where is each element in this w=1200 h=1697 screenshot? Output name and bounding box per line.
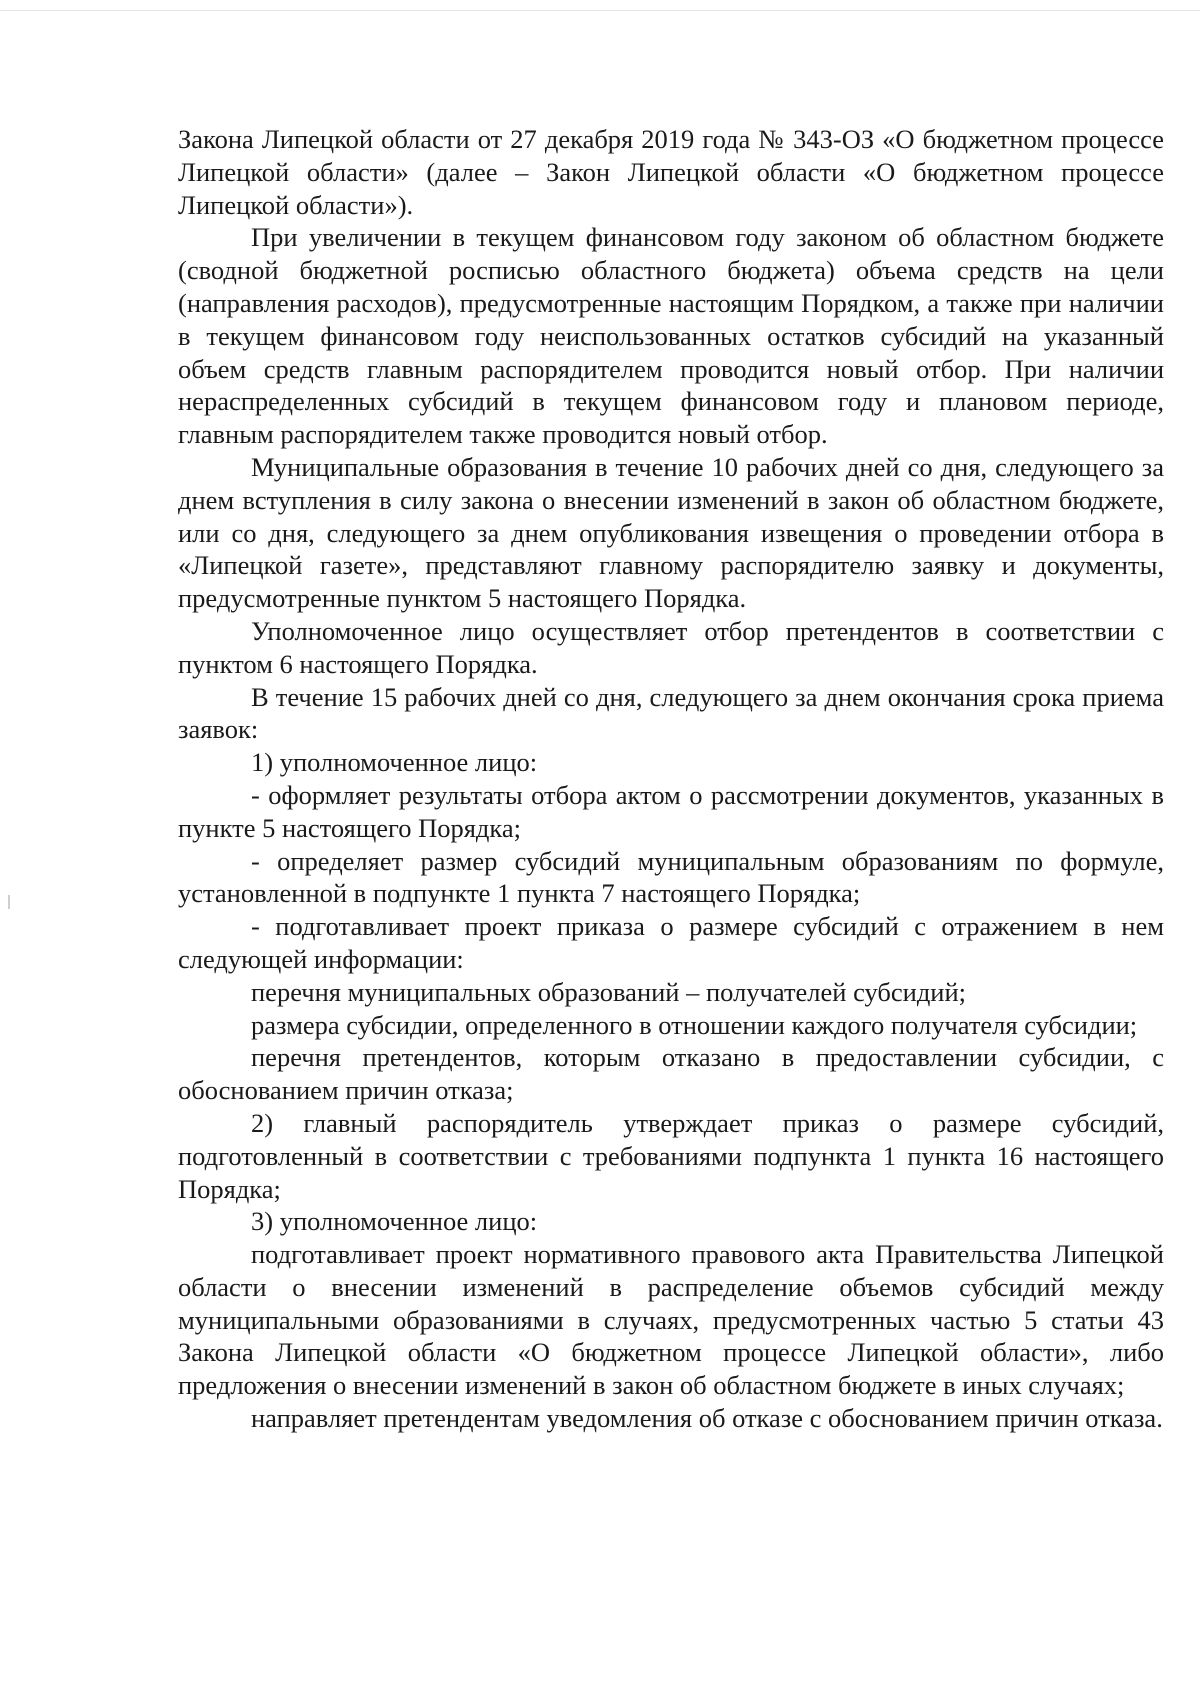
paragraph-deadline: В течение 15 рабочих дней со дня, следующего за днем окончания срока приема заявок: (178, 681, 1164, 745)
paragraph-continuation: Закона Липецкой области от 27 декабря 2019 года № 343-ОЗ «О бюджетном процессе Липецкой области» (далее – Закон Липецкой области «О бюджетном процессе Липецкой области»). (178, 124, 1164, 220)
list-item-1: 1) уполномоченное лицо: (251, 747, 538, 778)
paragraph-budget-increase: При увеличении в текущем финансовом году законом об областном бюджете (сводной бюджетной росписью областного бюджета) объема средств на цели (направления расходов), предусмотренные настоящим Порядком, а также при наличии в текущем финансовом году неиспользованных остатков субсидий на указанный объем средств главным распорядителем проводится новый отбор. При наличии нераспределенных субсидий в текущем финансовом году и плановом периоде, главным распорядителем также проводится новый отбор. (178, 222, 1164, 450)
list-item-1-amount: - определяет размер субсидий муниципальным образованиям по формуле, установленной в подпункте 1 пункта 7 настоящего Порядка; (178, 845, 1164, 909)
scan-mark (8, 895, 10, 909)
list-item-2: 2) главный распорядитель утверждает приказ о размере субсидий, подготовленный в соответствии с требованиями подпункта 1 пункта 16 настоящего Порядка; (178, 1107, 1164, 1204)
list-item-3-notification: направляет претендентам уведомления об отказе с обоснованием причин отказа. (251, 1403, 1163, 1434)
info-item-refusals: перечня претендентов, которым отказано в предоставлении субсидии, с обоснованием причин отказа; (178, 1042, 1164, 1106)
info-item-subsidy-size: размера субсидии, определенного в отношении каждого получателя субсидии; (251, 1009, 1138, 1040)
list-item-1-act: - оформляет результаты отбора актом о рассмотрении документов, указанных в пункте 5 настоящего Порядка; (178, 779, 1164, 843)
list-item-3: 3) уполномоченное лицо: (251, 1206, 538, 1237)
paragraph-municipal-application: Муниципальные образования в течение 10 рабочих дней со дня, следующего за днем вступления в силу закона о внесении изменений в закон об областном бюджете, или со дня, следующего за днем опубликования извещения о проведении отбора в «Липецкой газете», представляют главному распорядителю заявку и документы, предусмотренные пунктом 5 настоящего Порядка. (178, 451, 1164, 614)
info-item-recipients: перечня муниципальных образований – получателей субсидий; (251, 976, 967, 1007)
document-body (178, 123, 1164, 1435)
list-item-1-order-draft: - подготавливает проект приказа о размере субсидий с отражением в нем следующей информации: (178, 911, 1164, 974)
scan-edge-line (0, 10, 1200, 11)
paragraph-selection: Уполномоченное лицо осуществляет отбор претендентов в соответствии с пунктом 6 настоящего Порядка. (178, 615, 1164, 679)
list-item-3-legal-act: подготавливает проект нормативного правового акта Правительства Липецкой области о внесении изменений в распределение объемов субсидий между муниципальными образованиями в случаях, предусмотренных частью 5 статьи 43 Закона Липецкой области «О бюджетном процессе Липецкой области», либо предложения о внесении изменений в закон об областном бюджете в иных случаях; (178, 1239, 1164, 1401)
